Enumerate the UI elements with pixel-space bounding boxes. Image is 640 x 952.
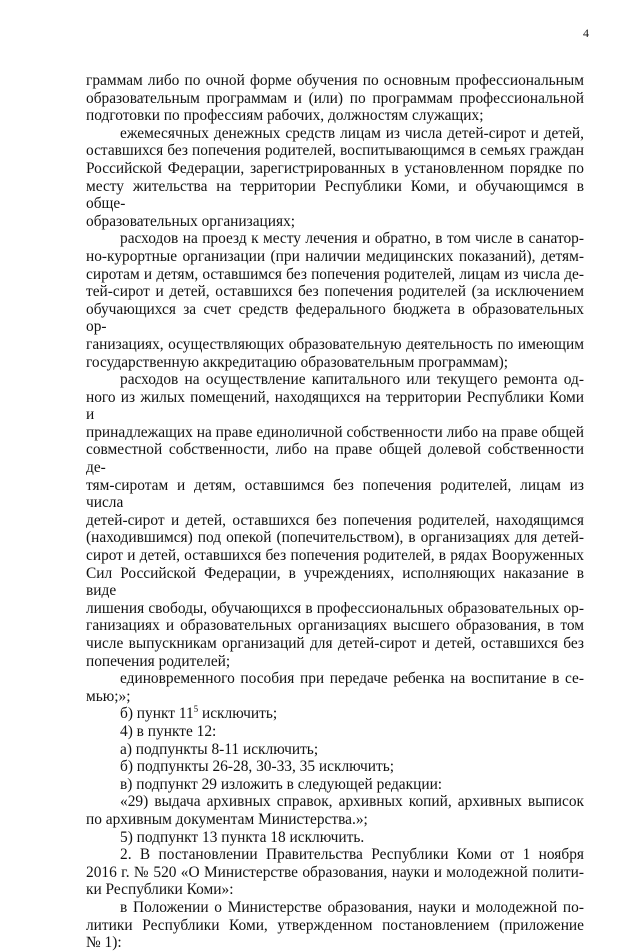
text-line [86,389,584,424]
text-line-content: расходов на проезд к месту лечения и обратно, в том числе в санатор- [120,230,584,248]
text-line-content: единовременного пособия при передаче ребенка на воспитание в се- [120,670,584,688]
text-line-content: образовательным программам и (или) по программам профессиональной [86,89,584,107]
text-line [86,371,584,389]
text-line-content: ганизациях, осуществляющих образовательную деятельность по имеющим [86,335,584,353]
text-line-content: в Положении о Министерстве образования, науки и молодежной по- [120,898,584,916]
text-line [86,547,584,565]
text-line [86,881,584,899]
text-line-content: месту жительства на территории Республики Коми, и обучающимся в обще- [86,177,584,213]
text-line-content: «29) выдача архивных справок, архивных копий, архивных выписок [120,793,584,811]
text-line [86,336,584,354]
text-line-content: расходов на осуществление капитального или текущего ремонта од- [120,371,584,389]
text-line-content: по архивным документам Министерства.»; [86,810,368,828]
text-line-content: обучающихся за счет средств федерального бюджета в образовательных ор- [86,300,584,336]
text-line [86,230,584,248]
text-line [86,125,584,143]
text-line-content: в) подпункт 29 изложить в следующей редакции: [120,775,443,793]
text-line [86,934,584,952]
text-line-content: ганизациях и образовательных организациях высшего образования, в том [86,617,584,635]
text-line [86,178,584,213]
text-line [86,688,584,706]
text-line [86,741,584,759]
text-line-content: государственную аккредитацию образовательным программам); [86,353,509,371]
text-line [86,248,584,266]
text-line-content: мью;»; [86,687,131,705]
text-line [86,283,584,301]
text-line [86,512,584,530]
page-number: 4 [583,26,589,40]
text-line [86,600,584,618]
text-line-content: 2. В постановлении Правительства Республики Коми от 1 ноября [120,846,584,864]
text-line [86,705,584,723]
text-line [86,635,584,653]
text-line-content: литики Республики Коми, утвержденном постановлением (приложение [86,916,584,934]
text-line-tail: исключить; [198,705,278,723]
text-line [86,917,584,935]
text-line [86,72,584,90]
text-line [86,529,584,547]
text-line [86,477,584,512]
text-line-content: сирот и детей, оставшихся без попечения родителей, в рядах Вооруженных [86,547,584,565]
text-line [86,846,584,864]
text-line-content: а) подпункты 8-11 исключить; [120,740,319,758]
text-line-content: б) пункт 11 [120,705,194,723]
text-line-content: граммам либо по очной форме обучения по основным профессиональным [86,72,584,89]
text-line-content: ного из жилых помещений, находящихся на территории Республики Коми и [86,388,584,424]
text-line [86,107,584,125]
text-line [86,723,584,741]
text-line [86,301,584,336]
text-line [86,424,584,442]
text-line-content: (находившимся) под опекой (попечительством), в организациях для детей- [86,529,584,547]
text-line [86,653,584,671]
text-line [86,617,584,635]
text-line [86,758,584,776]
text-line-content: Сил Российской Федерации, в учреждениях, исполняющих наказание в виде [86,564,584,600]
text-line [86,213,584,231]
text-line-content: № 1): [86,934,122,952]
text-line [86,776,584,794]
text-line-content: тям-сиротам и детям, оставшимся без попечения родителей, лицам из числа [86,476,584,512]
text-line-content: подготовки по профессиям рабочих, должностям служащих; [86,107,484,125]
text-line [86,670,584,688]
text-line [86,266,584,284]
text-line [86,899,584,917]
text-line-content: но-курортные организации (при наличии медицинских показаний), детям- [86,247,584,265]
text-line-content: оставшихся без попечения родителей, воспитывающимся в семьях граждан [86,142,584,160]
text-line-content: сиротам и детям, оставшимся без попечения родителей, лицам из числа де- [86,265,584,283]
text-line-content: ки Республики Коми»: [86,881,234,899]
text-line-content: совместной собственности, либо на праве общей долевой собственности де- [86,441,584,477]
text-line [86,354,584,372]
text-line [86,160,584,178]
document-body [86,72,584,952]
text-line [86,829,584,847]
text-line-content: Российской Федерации, зарегистрированных в установленном порядке по [86,159,584,177]
superscript: 5 [193,704,199,715]
text-line-content: лишения свободы, обучающихся в профессиональных образовательных ор- [86,599,584,617]
text-line [86,142,584,160]
text-line [86,441,584,476]
text-line-content: числе выпускникам организаций для детей-сирот и детей, оставшихся без [86,635,584,652]
text-line-content: б) подпункты 26-28, 30-33, 35 исключить; [120,758,395,776]
text-line-content: ежемесячных денежных средств лицам из числа детей-сирот и детей, [120,124,584,142]
text-line [86,793,584,811]
text-line [86,565,584,600]
text-line [86,811,584,829]
text-line-content: принадлежащих на праве единоличной собственности либо на праве общей [86,423,584,441]
text-line-content: 5) подпункт 13 пункта 18 исключить. [120,828,365,846]
text-line-content: попечения родителей; [86,652,231,670]
text-line [86,90,584,108]
text-line-content: 4) в пункте 12: [120,722,217,740]
text-line [86,864,584,882]
text-line-content: тей-сирот и детей, оставшихся без попечения родителей (за исключением [86,283,584,301]
text-line-content: 2016 г. № 520 «О Министерстве образования, науки и молодежной полити- [86,863,584,881]
text-line-content: образовательных организациях; [86,212,296,230]
text-line-content: детей-сирот и детей, оставшихся без попечения родителей, находящимся [86,511,584,529]
